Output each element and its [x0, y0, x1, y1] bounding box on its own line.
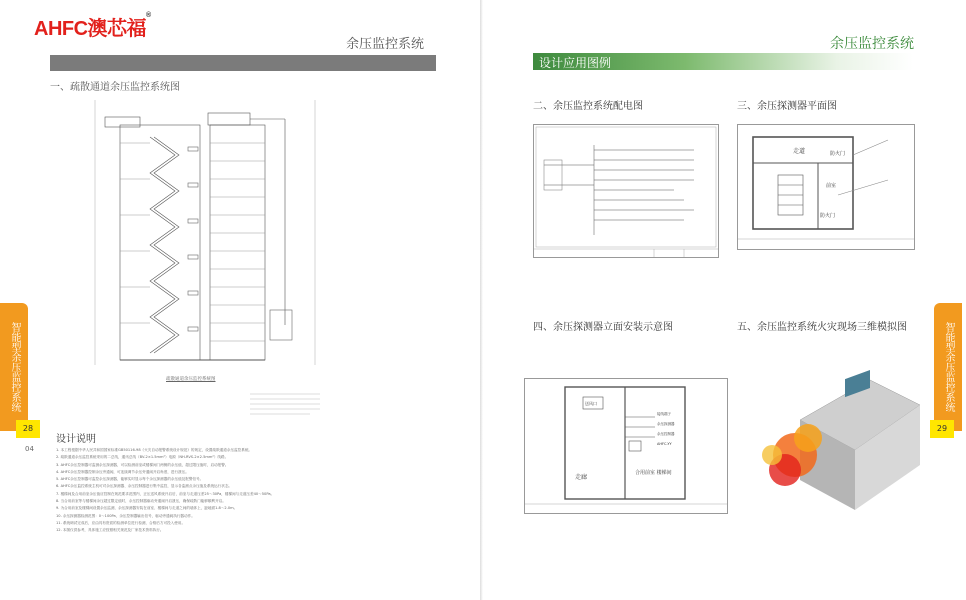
elevation-ceiling-label: 送风口: [585, 401, 597, 406]
plan-diagram-svg: [738, 125, 914, 249]
right-header-title: 余压监控系统: [830, 36, 914, 52]
design-notes: [56, 447, 318, 535]
wiring-diagram-svg: [534, 125, 718, 257]
plan-fire-door-1-label: 防火门: [830, 151, 846, 157]
plan-corridor-label: 走道: [793, 148, 806, 155]
note-line: 10. 余压探测器检测范围：0～100Pa，余压控制器输出信号，驱动旁通阀执行器动作。: [56, 513, 195, 518]
elevation-item-label: AHFC-YY: [657, 442, 672, 446]
note-line: 3. AHFC余压控制器可监测余压探测器，可以检测前室或楼梯间门两侧的余压值，超过限压值时，启动报警。: [56, 462, 229, 467]
note-line: 5. AHFC余压控制器可监控余压探测器，能够实时显示每个余压探测器的余压值及报警信号。: [56, 477, 204, 482]
elevation-room-label: 合用前室 楼梯间: [635, 470, 672, 476]
plan-front-room-label: 前室: [826, 183, 837, 189]
right-green-band: [533, 53, 913, 70]
note-line: 4. AHFC余压控制器控制余压旁通阀，可连续调节余压旁通阀开启角度，进行泄压。: [56, 469, 189, 474]
elevation-item-label: 接线端子: [657, 412, 671, 416]
left-gray-band: [50, 55, 436, 71]
left-tab-number: 28: [16, 420, 40, 438]
drawing-legend-block: [250, 390, 330, 420]
diagram-caption: 疏散通道余压监控系统图: [166, 377, 216, 382]
note-line: 6. AHFC余压监控系统主机可对余压探测器、余压控制器进行集中监控，显示各监测点余压值及系统运行状态。: [56, 484, 233, 489]
detector-plan-diagram: [737, 124, 915, 250]
section2-title: 二、余压监控系统配电图: [533, 101, 643, 112]
building-system-diagram: [90, 95, 330, 385]
note-line: 1. 本工程根据中华人民共和国国家标准GB50116-98《火灾自动报警系统设计规范》的规定，设置疏散通道余压监控系统。: [56, 448, 253, 452]
left-side-tab: 智能型余压监控系统: [0, 303, 28, 431]
note-line: 2. 疏散通道余压监控系统采用的二总线，通讯总线（BV-2×1.5mm²）电源（NH-RVS-2×2.5mm²）线路。: [56, 455, 229, 460]
note-line: 9. 为合用前室及楼梯间设置余压监测，余压探测器安装在前室、楼梯间与走道之间的墙体上，距地面1.8～2.0m。: [56, 506, 238, 511]
brand-logo: [34, 12, 151, 41]
right-tab-number: 29: [930, 420, 954, 438]
plan-fire-door-2-label: 防火门: [820, 213, 836, 219]
band-title: 设计应用图例: [539, 56, 612, 70]
elevation-item-label: 余压探测器: [657, 422, 675, 426]
note-line: 8. 当合用前室等与楼梯间余压超过限定值时，余压控制器驱动旁通阀开启泄压，确保疏散门能够顺利开启。: [56, 499, 226, 504]
elevation-diagram-svg: [525, 379, 727, 513]
logo-reg-mark: ®: [146, 12, 151, 19]
section1-title: 一、疏散通道余压监控系统图: [50, 82, 180, 93]
wiring-diagram: [533, 124, 719, 258]
section3-title: 三、余压探测器平面图: [737, 101, 837, 112]
design-notes-title: 设计说明: [56, 434, 96, 445]
left-page-number: 04: [25, 445, 34, 453]
note-line: 7. 楼梯间及合用前室余压值应控制在规范要求范围内，正压送风系统开启后，前室与走道压差25～30Pa，楼梯间与走道压差40～50Pa。: [56, 491, 275, 496]
left-header-title: 余压监控系统: [346, 37, 425, 52]
note-line: 12. 本图仅供参考，具体施工应按照相关规范及厂家技术资料执行。: [56, 528, 164, 533]
right-side-tab: 智能型余压监控系统: [934, 303, 962, 431]
elevation-corridor-label: 走廊: [575, 474, 588, 481]
detector-elevation-diagram: [524, 378, 728, 514]
note-line: 11. 系统调试完成后，应由具有资质的检测单位进行检测，合格后方可投入使用。: [56, 520, 186, 525]
fire-simulation-3d-illustration: [760, 360, 930, 520]
section5-title: 五、余压监控系统火灾现场三维模拟图: [737, 322, 907, 333]
section4-title: 四、余压探测器立面安装示意图: [533, 322, 673, 333]
elevation-item-label: 余压控制器: [657, 432, 675, 436]
logo-text: AHFC澳芯福: [34, 18, 147, 40]
